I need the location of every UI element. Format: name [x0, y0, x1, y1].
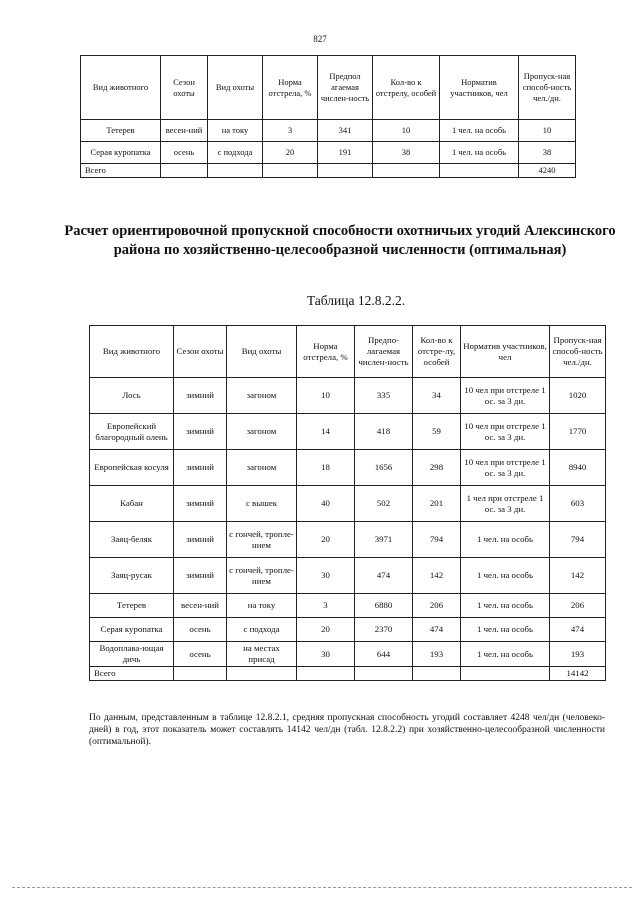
- table-row: [90, 450, 606, 486]
- table-cell: 341: [318, 120, 373, 142]
- summary-paragraph: По данным, представленным в таблице 12.8.2.1, средняя пропускная способность угодий составляет 4248 чел/дн (человеко-дней) в год, этот показатель может составлять 14142 чел/дн (табл. 12.8.2.2) при хозяйственно-целесообразной численности (оптимальной).: [89, 713, 605, 747]
- header-cell: Сезон охоты: [161, 56, 208, 120]
- table-cell: 502: [355, 486, 413, 522]
- table-cell: на току: [208, 120, 263, 142]
- table-cell: 34: [413, 378, 461, 414]
- table-cell: с подхода: [208, 142, 263, 164]
- table-cell: Европейский благородный олень: [90, 414, 174, 450]
- table-cell: 603: [550, 486, 606, 522]
- table-cell: 18: [297, 450, 355, 486]
- table-cell: Кабан: [90, 486, 174, 522]
- table-cell: 10 чел при отстреле 1 ос. за 3 дн.: [461, 414, 550, 450]
- table-cell: весен-ний: [174, 594, 227, 618]
- table-cell: зимний: [174, 450, 227, 486]
- table-cell: 10: [297, 378, 355, 414]
- table-cell: [413, 667, 461, 681]
- table-cell: 1 чел. на особь: [440, 142, 519, 164]
- section-heading: Расчет ориентировочной пропускной способности охотничьих угодий Алексинского района по хозяйственно-целесообразной численности (оптимальная): [64, 223, 616, 258]
- table-row: [90, 558, 606, 594]
- table-cell: 10: [519, 120, 576, 142]
- header-cell: Вид животного: [81, 56, 161, 120]
- table-cell: [355, 667, 413, 681]
- table-row: [90, 642, 606, 667]
- table-cell: с подхода: [227, 618, 297, 642]
- table-row: [90, 414, 606, 450]
- header-cell: Кол-во к отстре-лу, особей: [413, 326, 461, 378]
- table-cell: Серая куропатка: [81, 142, 161, 164]
- table-cell: [227, 667, 297, 681]
- table-cell: 298: [413, 450, 461, 486]
- table-cell: 418: [355, 414, 413, 450]
- table-cell: 38: [373, 142, 440, 164]
- table-cell: 30: [297, 642, 355, 667]
- header-cell: Норма отстрела, %: [297, 326, 355, 378]
- table-cell: 1 чел при отстреле 1 ос. за 3 дн.: [461, 486, 550, 522]
- table-cell: 1 чел. на особь: [440, 120, 519, 142]
- total-label: Всего: [81, 164, 161, 178]
- table-cell: Заяц-русак: [90, 558, 174, 594]
- table-cell: 206: [550, 594, 606, 618]
- table-cell: 191: [318, 142, 373, 164]
- table-cell: 794: [550, 522, 606, 558]
- table-cell: [461, 667, 550, 681]
- table-row: [90, 486, 606, 522]
- table-cell: [174, 667, 227, 681]
- table-cell: Серая куропатка: [90, 618, 174, 642]
- header-cell: Предпол агаемая числен-ность: [318, 56, 373, 120]
- table-cell: 1020: [550, 378, 606, 414]
- table-cell: 20: [263, 142, 318, 164]
- table-cell: [161, 164, 208, 178]
- table-cell: Тетерев: [90, 594, 174, 618]
- total-label: Всего: [90, 667, 174, 681]
- table-row: [90, 378, 606, 414]
- table-cell: [297, 667, 355, 681]
- table-cell: 1 чел. на особь: [461, 558, 550, 594]
- table-cell: 142: [550, 558, 606, 594]
- header-cell: Норматив участников, чел: [440, 56, 519, 120]
- table-cell: 6880: [355, 594, 413, 618]
- table-cell: 20: [297, 618, 355, 642]
- table-cell: 3: [297, 594, 355, 618]
- table-cell: 794: [413, 522, 461, 558]
- table-cell: Водоплава-ющая дичь: [90, 642, 174, 667]
- table-cell: Европейская косуля: [90, 450, 174, 486]
- table-cell: зимний: [174, 558, 227, 594]
- header-cell: Кол-во к отстрелу, особей: [373, 56, 440, 120]
- table-cell: 201: [413, 486, 461, 522]
- header-cell: Предпо-лагаемая числен-ность: [355, 326, 413, 378]
- hunting-capacity-table: [89, 325, 606, 681]
- table-cell: 142: [413, 558, 461, 594]
- table-cell: 1 чел. на особь: [461, 618, 550, 642]
- table-cell: 3971: [355, 522, 413, 558]
- table-cell: 193: [550, 642, 606, 667]
- table-cell: 3: [263, 120, 318, 142]
- header-cell: Норматив участников, чел: [461, 326, 550, 378]
- table-cell: 14: [297, 414, 355, 450]
- table-cell: 474: [355, 558, 413, 594]
- header-cell: Пропуск-ная способ-ность чел./дн.: [550, 326, 606, 378]
- table-row: [90, 594, 606, 618]
- table-cell: на местах присад: [227, 642, 297, 667]
- total-value: 4240: [519, 164, 576, 178]
- table-row: [81, 120, 576, 142]
- table-cell: [440, 164, 519, 178]
- table-cell: 59: [413, 414, 461, 450]
- table-cell: 474: [413, 618, 461, 642]
- table-cell: [208, 164, 263, 178]
- table-cell: с гончей, тропле-нием: [227, 558, 297, 594]
- table-total-row: [90, 667, 606, 681]
- page-bottom-rule: [12, 887, 632, 888]
- table-cell: 10: [373, 120, 440, 142]
- table-cell: с гончей, тропле-нием: [227, 522, 297, 558]
- table-cell: 20: [297, 522, 355, 558]
- table-cell: 30: [297, 558, 355, 594]
- table-row: [81, 142, 576, 164]
- table-cell: Лось: [90, 378, 174, 414]
- table-cell: 1 чел. на особь: [461, 642, 550, 667]
- table-cell: зимний: [174, 522, 227, 558]
- table-cell: 335: [355, 378, 413, 414]
- table-row: [90, 522, 606, 558]
- header-cell: Вид животного: [90, 326, 174, 378]
- table-total-row: [81, 164, 576, 178]
- table-caption: Таблица 12.8.2.2.: [306, 293, 406, 308]
- table-cell: с вышек: [227, 486, 297, 522]
- table-cell: 2370: [355, 618, 413, 642]
- table-row: [90, 618, 606, 642]
- table-cell: зимний: [174, 414, 227, 450]
- table-cell: 10 чел при отстреле 1 ос. за 3 дн.: [461, 378, 550, 414]
- table-cell: на току: [227, 594, 297, 618]
- table-cell: [263, 164, 318, 178]
- table-cell: Тетерев: [81, 120, 161, 142]
- table-cell: 206: [413, 594, 461, 618]
- table-header-row: [81, 56, 576, 120]
- table-cell: [373, 164, 440, 178]
- header-cell: Вид охоты: [227, 326, 297, 378]
- hunting-table-previous: [80, 55, 576, 178]
- table-cell: зимний: [174, 378, 227, 414]
- table-cell: 1656: [355, 450, 413, 486]
- table-cell: загоном: [227, 414, 297, 450]
- table-cell: Заяц-беляк: [90, 522, 174, 558]
- table-cell: загоном: [227, 450, 297, 486]
- table-cell: 193: [413, 642, 461, 667]
- table-cell: 10 чел при отстреле 1 ос. за 3 дн.: [461, 450, 550, 486]
- header-cell: Сезон охоты: [174, 326, 227, 378]
- table-cell: осень: [174, 618, 227, 642]
- table-cell: [318, 164, 373, 178]
- table-cell: 644: [355, 642, 413, 667]
- table-cell: 1770: [550, 414, 606, 450]
- table-cell: зимний: [174, 486, 227, 522]
- header-cell: Пропуск-ная способ-ность чел./дн.: [519, 56, 576, 120]
- table-cell: весен-ний: [161, 120, 208, 142]
- table-cell: 1 чел. на особь: [461, 522, 550, 558]
- table-cell: 474: [550, 618, 606, 642]
- table-header-row: [90, 326, 606, 378]
- table-cell: 8940: [550, 450, 606, 486]
- header-cell: Норма отстрела, %: [263, 56, 318, 120]
- page-number: 827: [313, 34, 327, 44]
- total-value: 14142: [550, 667, 606, 681]
- header-cell: Вид охоты: [208, 56, 263, 120]
- table-cell: осень: [161, 142, 208, 164]
- table-cell: 1 чел. на особь: [461, 594, 550, 618]
- table-cell: осень: [174, 642, 227, 667]
- table-cell: загоном: [227, 378, 297, 414]
- table-cell: 40: [297, 486, 355, 522]
- table-cell: 38: [519, 142, 576, 164]
